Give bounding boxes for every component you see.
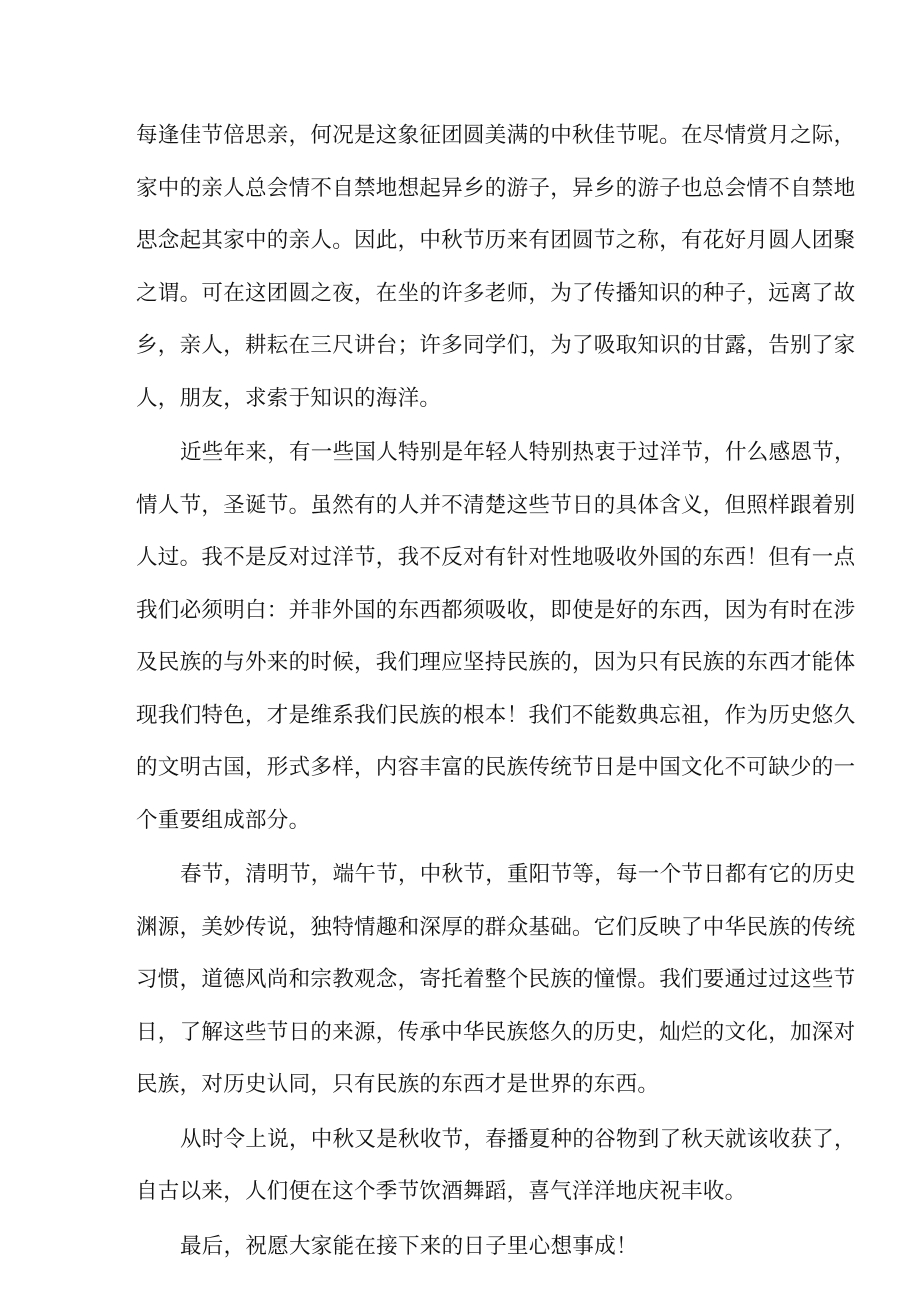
text-line: 日，了解这些节日的来源，传承中华民族悠久的历史，灿烂的文化，加深对 (136, 1019, 856, 1045)
text-line: 春节，清明节，端午节，中秋节，重阳节等，每一个节日都有它的历史 (180, 862, 856, 887)
text-line: 从时令上说，中秋又是秋收节，春播夏种的谷物到了秋天就该收获了， (180, 1126, 856, 1152)
paragraph-1 (136, 110, 856, 425)
text-line: 每逢佳节倍思亲，何况是这象征团圆美满的中秋佳节呢。在尽情赏月之际， (136, 123, 856, 148)
text-line: 习惯，道德风尚和宗教观念，寄托着整个民族的憧憬。我们要通过过这些节 (136, 967, 856, 992)
text-line: 人，朋友，求索于知识的海洋。 (136, 385, 442, 411)
paragraph-2 (136, 427, 856, 847)
text-line: 近些年来，有一些国人特别是年轻人特别热衷于过洋节，什么感恩节， (180, 440, 856, 465)
document-body (136, 110, 856, 1273)
text-line: 乡，亲人，耕耘在三尺讲台；许多同学们，为了吸取知识的甘露，告别了家 (136, 333, 856, 358)
text-line: 思念起其家中的亲人。因此，中秋节历来有团圆节之称，有花好月圆人团聚 (136, 228, 856, 253)
text-line: 现我们特色，才是维系我们民族的根本！我们不能数典忘祖，作为历史悠久 (136, 702, 856, 728)
text-line: 情人节，圣诞节。虽然有的人并不清楚这些节日的具体含义，但照样跟着别 (136, 492, 856, 518)
text-line: 家中的亲人总会情不自禁地想起异乡的游子，异乡的游子也总会情不自禁地 (136, 175, 856, 201)
text-line: 个重要组成部分。 (136, 807, 311, 833)
text-line: 的文明古国，形式多样，内容丰富的民族传统节日是中国文化不可缺少的一 (136, 755, 856, 780)
text-line: 渊源，美妙传说，独特情趣和深厚的群众基础。它们反映了中华民族的传统 (136, 914, 856, 940)
paragraph-3 (136, 849, 856, 1112)
text-line: 及民族的与外来的时候，我们理应坚持民族的，因为只有民族的东西才能体 (136, 650, 856, 675)
text-line: 我们必须明白：并非外国的东西都须吸收，即使是好的东西，因为有时在涉 (136, 597, 856, 623)
text-line: 之谓。可在这团圆之夜，在坐的许多老师，为了传播知识的种子，远离了故 (136, 280, 856, 306)
text-line: 自古以来，人们便在这个季节饮酒舞蹈，喜气洋洋地庆祝丰收。 (136, 1179, 747, 1204)
text-line: 最后，祝愿大家能在接下来的日子里心想事成！ (180, 1233, 638, 1259)
text-line: 民族，对历史认同，只有民族的东西才是世界的东西。 (136, 1072, 660, 1097)
text-line: 人过。我不是反对过洋节，我不反对有针对性地吸收外国的东西！但有一点 (136, 545, 856, 570)
paragraph-4 (136, 1114, 856, 1219)
paragraph-5 (136, 1221, 796, 1274)
